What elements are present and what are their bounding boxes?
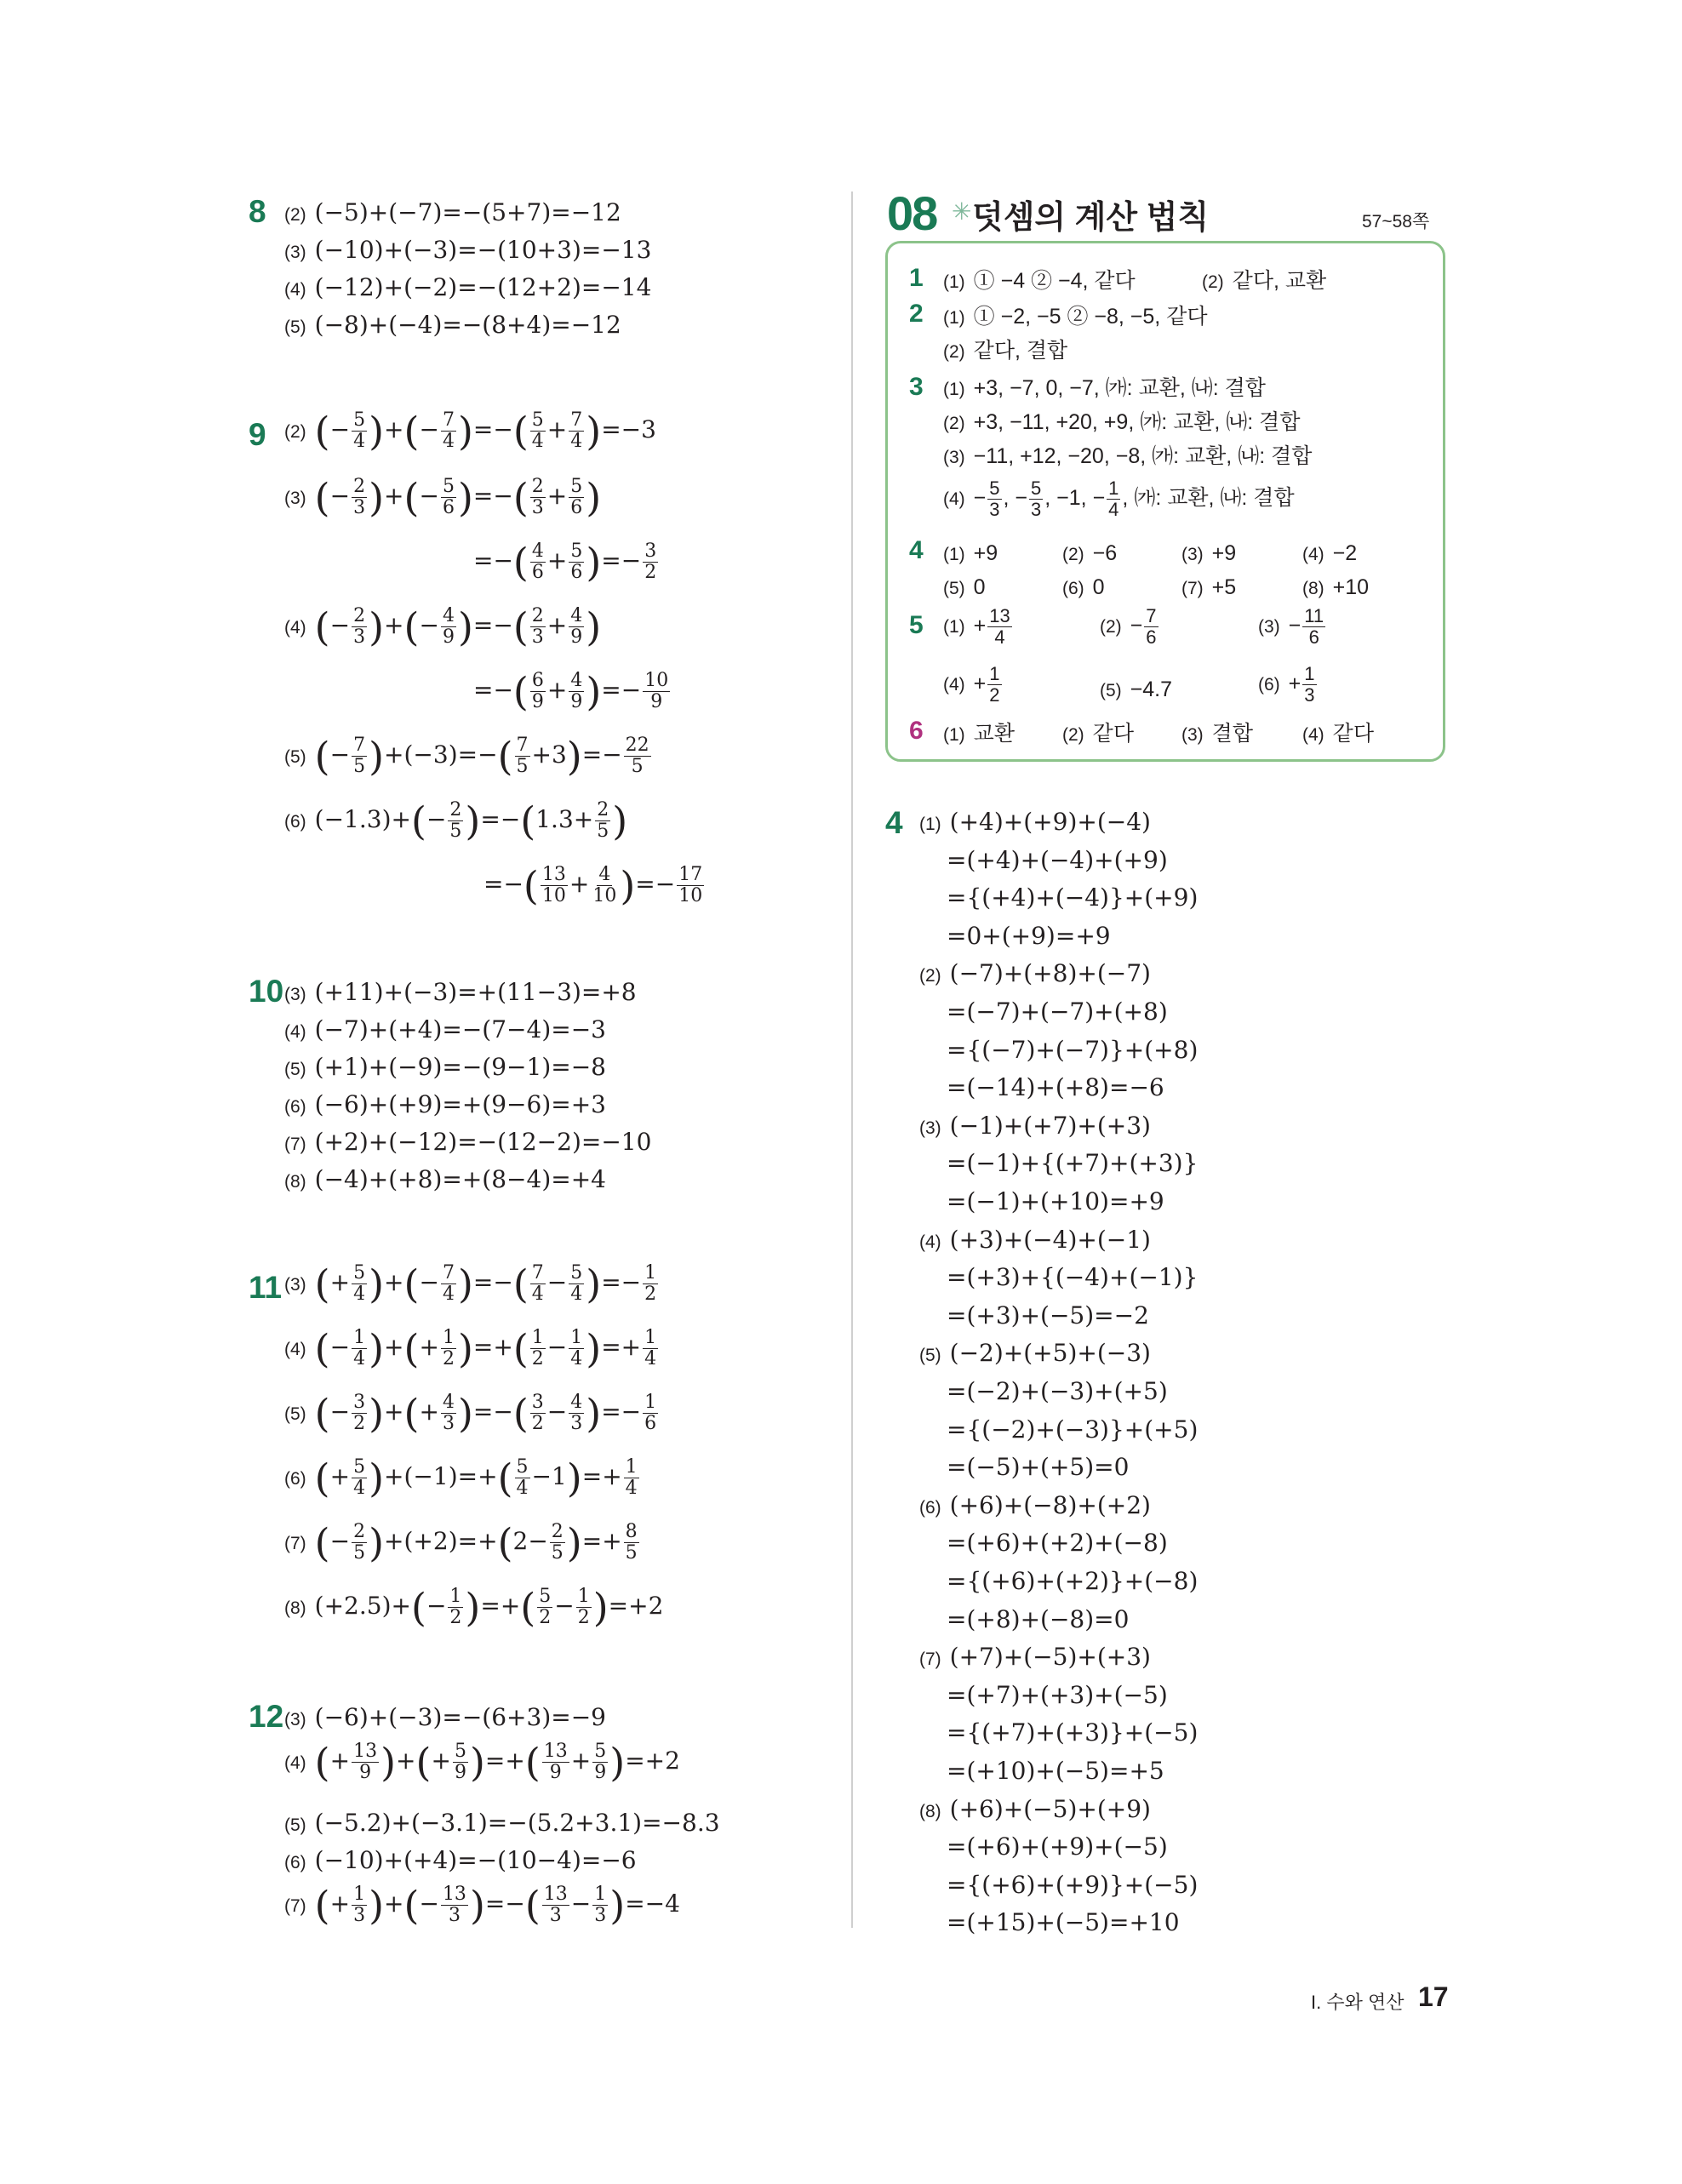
q9-line-4b: =−( $\frac{6}{9}$ + $\frac{4}{9}$ )=− $\frac{10}{9}$ — [473, 668, 669, 715]
r4-line: (5) (−2)+(+5)+(−3) — [919, 1339, 1151, 1367]
box-q4-item-3: (3) +9 — [1181, 541, 1237, 565]
box-q5-item-4: (4) + $\frac{1}{2}$ — [943, 663, 1000, 706]
r4-line: ={(−7)+(−7)}+(+8) — [947, 1036, 1199, 1064]
q11-line-3: (3) (+ $\frac{5}{4}$ )+(− $\frac{7}{4}$ )=−( $\frac{7}{4}$ − $\frac{5}{4}$ )=− $\frac{1}{2}$ — [284, 1261, 657, 1307]
q8-number: 8 — [249, 194, 266, 229]
q8-line-3: (3) (−10)+(−3)=−(10+3)=−13 — [284, 236, 652, 264]
r4-line: =(−7)+(−7)+(+8) — [947, 998, 1168, 1026]
box-q5-item-2: (2) − $\frac{7}{6}$ — [1100, 605, 1157, 648]
box-q5-item-1: (1) + $\frac{13}{4}$ — [943, 605, 1010, 648]
left-column — [0, 0, 851, 1958]
box-q5-item-3: (3) − $\frac{11}{6}$ — [1258, 605, 1324, 648]
box-q1-line-2: (2) 같다, 교환 — [1202, 269, 1327, 293]
q8-line-2: (2) (−5)+(−7)=−(5+7)=−12 — [284, 198, 621, 226]
r4-line: (8) (+6)+(−5)+(+9) — [919, 1795, 1151, 1823]
q10-line-3: (3) (+11)+(−3)=+(11−3)=+8 — [284, 978, 637, 1006]
box-q3-line-2: (2) +3, −11, +20, +9, ㈎: 교환, ㈏: 결합 — [943, 410, 1301, 434]
q8-line-4: (4) (−12)+(−2)=−(12+2)=−14 — [284, 273, 652, 301]
column-divider — [851, 192, 853, 1928]
q11-line-4: (4) (− $\frac{1}{4}$ )+(+ $\frac{1}{2}$ )=+( $\frac{1}{2}$ − $\frac{1}{4}$ )=+ $\frac{1}{4}$ — [284, 1325, 657, 1372]
box-q4-item-8: (8) +10 — [1302, 575, 1370, 599]
box-q5-item-6: (6) + $\frac{1}{3}$ — [1258, 663, 1315, 706]
q9-line-6b: =−( $\frac{13}{10}$ + $\frac{4}{10}$ )=− $\frac{17}{10}$ — [483, 862, 703, 909]
r4-line: =(−2)+(−3)+(+5) — [947, 1377, 1168, 1405]
q10-line-5: (5) (+1)+(−9)=−(9−1)=−8 — [284, 1053, 606, 1081]
box-q4-item-4: (4) −2 — [1302, 541, 1358, 565]
q12-line-6: (6) (−10)+(+4)=−(10−4)=−6 — [284, 1846, 637, 1874]
q9-line-2: (2) (− $\frac{5}{4}$ )+(− $\frac{7}{4}$ )=−( $\frac{5}{4}$ + $\frac{7}{4}$ )=−3 — [284, 408, 656, 455]
q8-line-5: (5) (−8)+(−4)=−(8+4)=−12 — [284, 311, 621, 339]
q12-line-3: (3) (−6)+(−3)=−(6+3)=−9 — [284, 1703, 606, 1731]
star-icon: ✳ — [952, 197, 972, 226]
q9-number: 9 — [249, 417, 266, 452]
q12-number: 12 — [249, 1699, 284, 1734]
q10-line-6: (6) (−6)+(+9)=+(9−6)=+3 — [284, 1090, 606, 1118]
q12-line-7: (7) (+ $\frac{1}{3}$ )+(− $\frac{13}{3}$ )=−( $\frac{13}{3}$ − $\frac{1}{3}$ )=−4 — [284, 1882, 680, 1929]
footer-chapter: I. 수와 연산 — [1311, 1992, 1405, 2013]
q10-line-7: (7) (+2)+(−12)=−(12−2)=−10 — [284, 1128, 652, 1156]
r4-line: =0+(+9)=+9 — [947, 922, 1111, 950]
box-q3-line-4: (4) − $\frac{5}{3}$ , − $\frac{5}{3}$ , −1, − $\frac{1}{4}$ , ㈎: 교환, ㈏: 결합 — [943, 477, 1295, 520]
r4-line: (7) (+7)+(−5)+(+3) — [919, 1643, 1151, 1671]
q12-line-5: (5) (−5.2)+(−3.1)=−(5.2+3.1)=−8.3 — [284, 1809, 720, 1837]
box-q6-number: 6 — [909, 717, 924, 745]
r4-line: =(+8)+(−8)=0 — [947, 1605, 1130, 1633]
box-q2-line-2: (2) 같다, 결합 — [943, 339, 1068, 363]
box-q1-line: (1) ① −4 ② −4, 같다 — [943, 269, 1136, 293]
r4-line: (3) (−1)+(+7)+(+3) — [919, 1112, 1151, 1140]
r4-line: =(+15)+(−5)=+10 — [947, 1908, 1180, 1936]
q11-number: 11 — [249, 1270, 283, 1305]
box-q4-item-7: (7) +5 — [1181, 575, 1237, 599]
r4-line: =(+6)+(+9)+(−5) — [947, 1832, 1168, 1861]
r4-number: 4 — [885, 805, 903, 840]
q10-line-8: (8) (−4)+(+8)=+(8−4)=+4 — [284, 1165, 606, 1193]
box-q3-number: 3 — [909, 373, 924, 401]
q11-line-6: (6) (+ $\frac{5}{4}$ )+(−1)=+( $\frac{5}{4}$ −1)=+ $\frac{1}{4}$ — [284, 1455, 638, 1501]
r4-line: =(−5)+(+5)=0 — [947, 1453, 1130, 1481]
r4-line: ={(−2)+(−3)}+(+5) — [947, 1415, 1199, 1444]
r4-line: (1) (+4)+(+9)+(−4) — [919, 808, 1151, 836]
r4-line: (4) (+3)+(−4)+(−1) — [919, 1226, 1151, 1254]
section-title: 덧셈의 계산 법칙 — [972, 200, 1210, 236]
box-q4-item-1: (1) +9 — [943, 541, 998, 565]
box-q4-item-5: (5) 0 — [943, 575, 986, 599]
box-q4-item-6: (6) 0 — [1062, 575, 1105, 599]
r4-line: (6) (+6)+(−8)+(+2) — [919, 1491, 1151, 1519]
r4-line: =(+3)+(−5)=−2 — [947, 1301, 1149, 1329]
r4-line: =(+10)+(−5)=+5 — [947, 1757, 1164, 1785]
r4-line: =(−1)+{(+7)+(+3)} — [947, 1149, 1199, 1177]
section-pages: 57~58쪽 — [1362, 212, 1430, 232]
r4-line: ={(+6)+(+2)}+(−8) — [947, 1567, 1199, 1595]
box-q6-item-2: (2) 같다 — [1062, 722, 1134, 746]
box-q5-item-5: (5) −4.7 — [1100, 677, 1173, 701]
r4-line: ={(+4)+(−4)}+(+9) — [947, 883, 1199, 912]
q11-line-5: (5) (− $\frac{3}{2}$ )+(+ $\frac{4}{3}$ )=−( $\frac{3}{2}$ − $\frac{4}{3}$ )=− $\frac{1}{6}$ — [284, 1390, 657, 1437]
r4-line: =(−14)+(+8)=−6 — [947, 1073, 1164, 1101]
r4-line: ={(+6)+(+9)}+(−5) — [947, 1871, 1199, 1899]
box-q6-item-4: (4) 같다 — [1302, 722, 1374, 746]
r4-line: =(−1)+(+10)=+9 — [947, 1187, 1164, 1215]
r4-line: =(+4)+(−4)+(+9) — [947, 846, 1168, 874]
r4-line: =(+6)+(+2)+(−8) — [947, 1529, 1168, 1557]
box-q6-item-3: (3) 결합 — [1181, 722, 1253, 746]
q10-number: 10 — [249, 974, 284, 1009]
q12-line-4: (4) (+ $\frac{13}{9}$ )+(+ $\frac{5}{9}$ )=+( $\frac{13}{9}$ + $\frac{5}{9}$ )=+2 — [284, 1739, 680, 1786]
box-q4-item-2: (2) −6 — [1062, 541, 1118, 565]
r4-line: ={(+7)+(+3)}+(−5) — [947, 1718, 1199, 1747]
box-q1-number: 1 — [909, 264, 924, 292]
q10-line-4: (4) (−7)+(+4)=−(7−4)=−3 — [284, 1015, 606, 1043]
box-q2-line: (1) ① −2, −5 ② −8, −5, 같다 — [943, 305, 1208, 329]
box-q2-number: 2 — [909, 300, 924, 328]
q9-line-3: (3) (− $\frac{2}{3}$ )+(− $\frac{5}{6}$ )=−( $\frac{2}{3}$ + $\frac{5}{6}$ ) — [284, 474, 602, 521]
r4-line: =(+3)+{(−4)+(−1)} — [947, 1263, 1199, 1291]
q9-line-3b: =−( $\frac{4}{6}$ + $\frac{5}{6}$ )=− $\frac{3}{2}$ — [473, 539, 657, 586]
q11-line-7: (7) (− $\frac{2}{5}$ )+(+2)=+(2− $\frac{2}{5}$ )=+ $\frac{8}{5}$ — [284, 1519, 638, 1566]
q9-line-6: (6) (−1.3)+(− $\frac{2}{5}$ )=−(1.3+ $\frac{2}{5}$ ) — [284, 798, 628, 844]
box-q3-line-3: (3) −11, +12, −20, −8, ㈎: 교환, ㈏: 결합 — [943, 444, 1313, 468]
box-q5-number: 5 — [909, 611, 924, 639]
q9-line-5: (5) (− $\frac{7}{5}$ )+(−3)=−( $\frac{7}{5}$ +3)=− $\frac{22}{5}$ — [284, 733, 649, 780]
q9-line-4: (4) (− $\frac{2}{3}$ )+(− $\frac{4}{9}$ )=−( $\frac{2}{3}$ + $\frac{4}{9}$ ) — [284, 603, 602, 650]
box-q4-number: 4 — [909, 536, 924, 564]
q11-line-8: (8) (+2.5)+(− $\frac{1}{2}$ )=+( $\frac{5}{2}$ − $\frac{1}{2}$ )=+2 — [284, 1584, 664, 1631]
section-number: 08 — [887, 186, 937, 240]
box-q6-item-1: (1) 교환 — [943, 722, 1015, 746]
r4-line: (2) (−7)+(+8)+(−7) — [919, 959, 1151, 987]
box-q3-line-1: (1) +3, −7, 0, −7, ㈎: 교환, ㈏: 결합 — [943, 376, 1266, 400]
r4-line: =(+7)+(+3)+(−5) — [947, 1681, 1168, 1709]
footer-page-number: 17 — [1418, 1981, 1449, 2012]
